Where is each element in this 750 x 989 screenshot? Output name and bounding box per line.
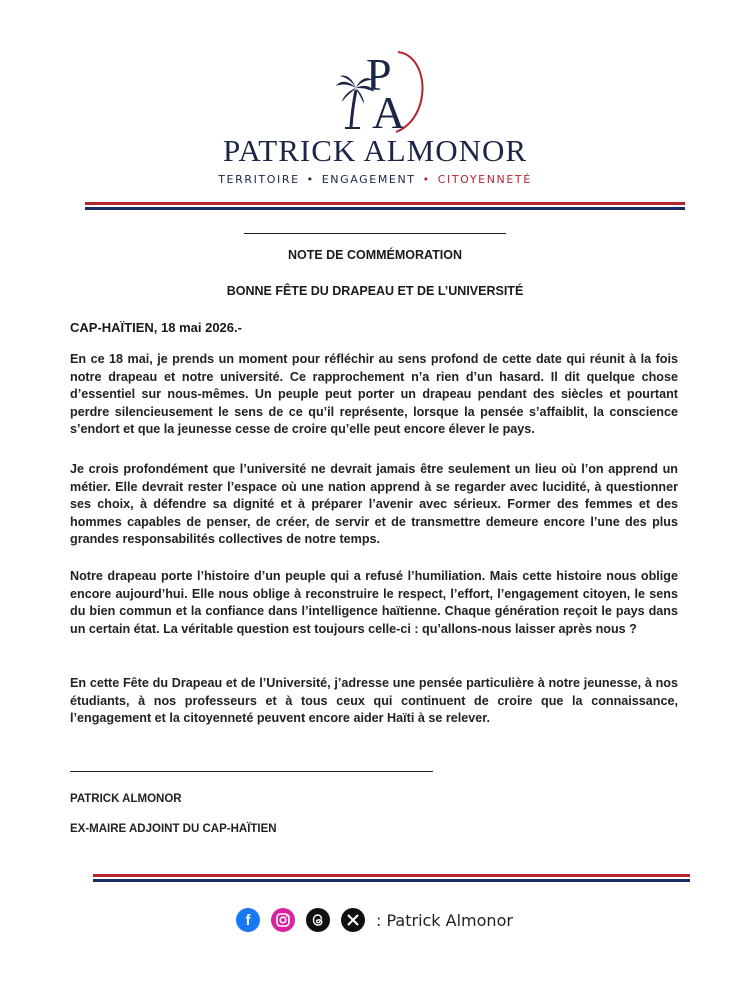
threads-icon[interactable] <box>306 908 330 932</box>
header-divider <box>85 202 685 210</box>
tagline: TERRITOIRE • ENGAGEMENT • CITOYENNETÉ <box>218 173 532 186</box>
paragraph-4: En cette Fête du Drapeau et de l’Université, j’adresse une pensée particulière à notre jeunesse, à nos étudiants, à nos professeurs et à tous ceux qui continuent de croire que la connaissance, l’engagement et la citoyenneté peuvent encore aider Haïti à se relever. <box>70 676 678 726</box>
x-icon[interactable] <box>341 908 365 932</box>
monogram-p: P <box>366 49 392 100</box>
title-rule <box>244 233 506 234</box>
brand-name: PATRICK ALMONOR <box>222 133 528 168</box>
document-title: NOTE DE COMMÉMORATION <box>287 248 463 262</box>
paragraph-2: Je crois profondément que l’université ne devrait jamais être seulement un lieu où l’on apprend un métier. Elle devrait rester l’espace où une nation apprend à se regarder avec lucidité, à questionner ses choix, à défendre sa dignité et à préparer l’avenir avec sérieux. Former des femmes et des hommes capables de penser, de créer, de servir et de transmettre demeure encore l’une des plus grandes responsabilités collectives de notre temps. <box>70 462 678 547</box>
place-date: CAP-HAÏTIEN, 18 mai 2026.- <box>70 320 242 335</box>
document-subtitle: BONNE FÊTE DU DRAPEAU ET DE L’UNIVERSITÉ <box>226 284 524 298</box>
signature-rule <box>70 771 433 772</box>
logo <box>0 40 750 140</box>
paragraph-3: Notre drapeau porte l’histoire d’un peuple qui a refusé l’humiliation. Mais cette histoire nous oblige encore aujourd’hui. Elle nous oblige à reconstruire le respect, l’effort, l’engagement citoyen, le sens du bien commun et la confiance dans l’intelligence haïtienne. Chaque génération reçoit le pays dans un certain état. La véritable question est toujours celle-ci : qu’allons-nous laisser après nous ? <box>70 569 678 636</box>
social-footer <box>236 906 513 934</box>
footer-divider <box>93 874 690 882</box>
tagline-citoyennete: CITOYENNETÉ <box>437 173 532 186</box>
paragraph-1: En ce 18 mai, je prends un moment pour réfléchir au sens profond de cette date qui réunit à la fois notre drapeau et notre université. Ce rapprochement n’a rien d’un hasard. Il dit quelque chose d’essentiel sur nous-mêmes. Un peuple peut porter un drapeau pendant des siècles et pourtant perdre silencieusement le sens de ce qu’il représente, lorsque la pensée s’affaiblit, la conscience s’endort et que la jeunesse cesse de croire qu’elle peut encore élever le pays. <box>70 352 678 437</box>
monogram-a: A <box>372 87 406 138</box>
tagline-engagement: ENGAGEMENT <box>321 173 416 186</box>
instagram-icon[interactable] <box>271 908 295 932</box>
facebook-icon[interactable]: f <box>236 908 260 932</box>
social-handle[interactable]: : Patrick Almonor <box>376 910 513 930</box>
signature-name: PATRICK ALMONOR <box>70 793 182 805</box>
signature-role: EX-MAIRE ADJOINT DU CAP-HAÏTIEN <box>70 823 277 835</box>
tagline-territoire: TERRITOIRE <box>218 173 300 186</box>
